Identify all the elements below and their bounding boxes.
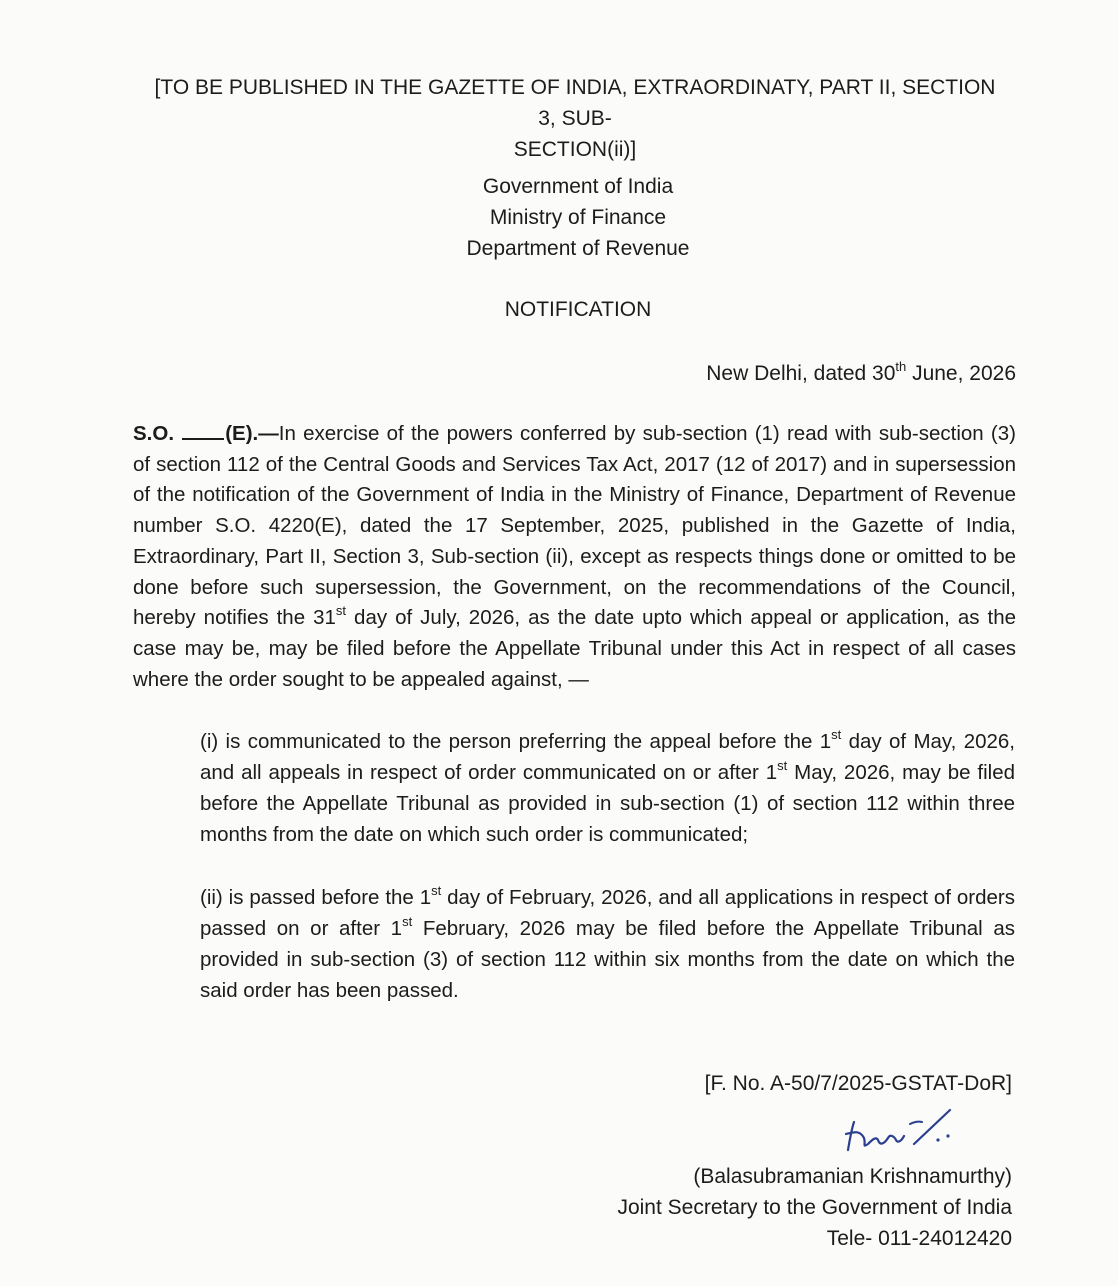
clause-i	[200, 726, 1015, 850]
clause-ii-sup-1: st	[431, 883, 442, 899]
gazette-line-1: [TO BE PUBLISHED IN THE GAZETTE OF INDIA, EXTRAORDINATY, PART II, SECTION 3, SUB-	[154, 76, 996, 130]
clause-ii-part-a: (ii) is passed before the 1	[200, 886, 432, 909]
clause-i-sup-1: st	[831, 727, 842, 743]
clause-i-part-b: day of May, 2026, and all appeals in respect of order communicated on or after 1	[200, 730, 1015, 784]
org-department: Department of Revenue	[466, 237, 690, 260]
main-text-part-2: day of July, 2026, as the date upto which appeal or application, as the case may be, may be filed before the Appellate Tribunal under this Act in respect of all cases where the order sought to be appealed against, —	[133, 606, 1016, 691]
clause-ii	[200, 882, 1015, 1006]
org-ministry: Ministry of Finance	[489, 206, 667, 229]
notification-title: NOTIFICATION	[504, 298, 652, 321]
main-paragraph	[133, 419, 1016, 695]
clause-i-part-c: May, 2026, may be filed before the Appellate Tribunal as provided in sub-section (1) of section 112 within three months from the date on which such order is communicated;	[200, 761, 1015, 846]
clause-i-part-a: (i) is communicated to the person preferring the appeal before the 1	[200, 730, 832, 753]
signatory-telephone: Tele- 011-24012420	[826, 1227, 1012, 1250]
so-suffix: (E).	[225, 422, 259, 445]
signatory-block	[617, 1161, 1012, 1254]
clause-i-sup-2: st	[777, 758, 788, 774]
dateline	[706, 358, 1016, 389]
dateline-sup: th	[895, 359, 907, 374]
org-government: Government of India	[482, 175, 674, 198]
gazette-heading	[150, 72, 1000, 165]
issuing-authority	[300, 171, 856, 264]
main-text-sup: st	[335, 603, 347, 619]
file-number: [F. No. A-50/7/2025-GSTAT-DoR]	[704, 1072, 1012, 1095]
signature-icon	[838, 1104, 968, 1164]
dateline-prefix: New Delhi, dated 30	[706, 362, 896, 385]
clause-ii-part-b: day of February, 2026, and all applications in respect of orders passed on or after 1	[200, 886, 1015, 940]
main-text-part-1: In exercise of the powers conferred by sub-section (1) read with sub-section (3) of section 112 of the Central Goods and Services Tax Act, 2017 (12 of 2017) and in supersession of the notification of the Government of India in the Ministry of Finance, Department of Revenue number S.O. 4220(E), dated the 17 September, 2025, published in the Gazette of India, Extraordinary, Part II, Section 3, Sub-section (ii), except as respects things done or omitted to be done before such supersession, the Government, on the recommendations of the Council, hereby notifies the 31	[133, 422, 1016, 630]
clause-ii-sup-2: st	[402, 914, 413, 930]
dateline-suffix: June, 2026	[906, 362, 1016, 385]
clause-ii-part-c: February, 2026 may be filed before the Appellate Tribunal as provided in sub-section (3) of section 112 within six months from the date on which the said order has been passed.	[200, 917, 1015, 1002]
gazette-line-2: SECTION(ii)]	[513, 138, 637, 161]
so-dash: —	[258, 422, 279, 445]
so-number-blank	[182, 422, 224, 440]
so-prefix: S.O.	[133, 422, 175, 445]
signatory-designation: Joint Secretary to the Government of India	[617, 1196, 1012, 1219]
signatory-name: (Balasubramanian Krishnamurthy)	[693, 1165, 1012, 1188]
